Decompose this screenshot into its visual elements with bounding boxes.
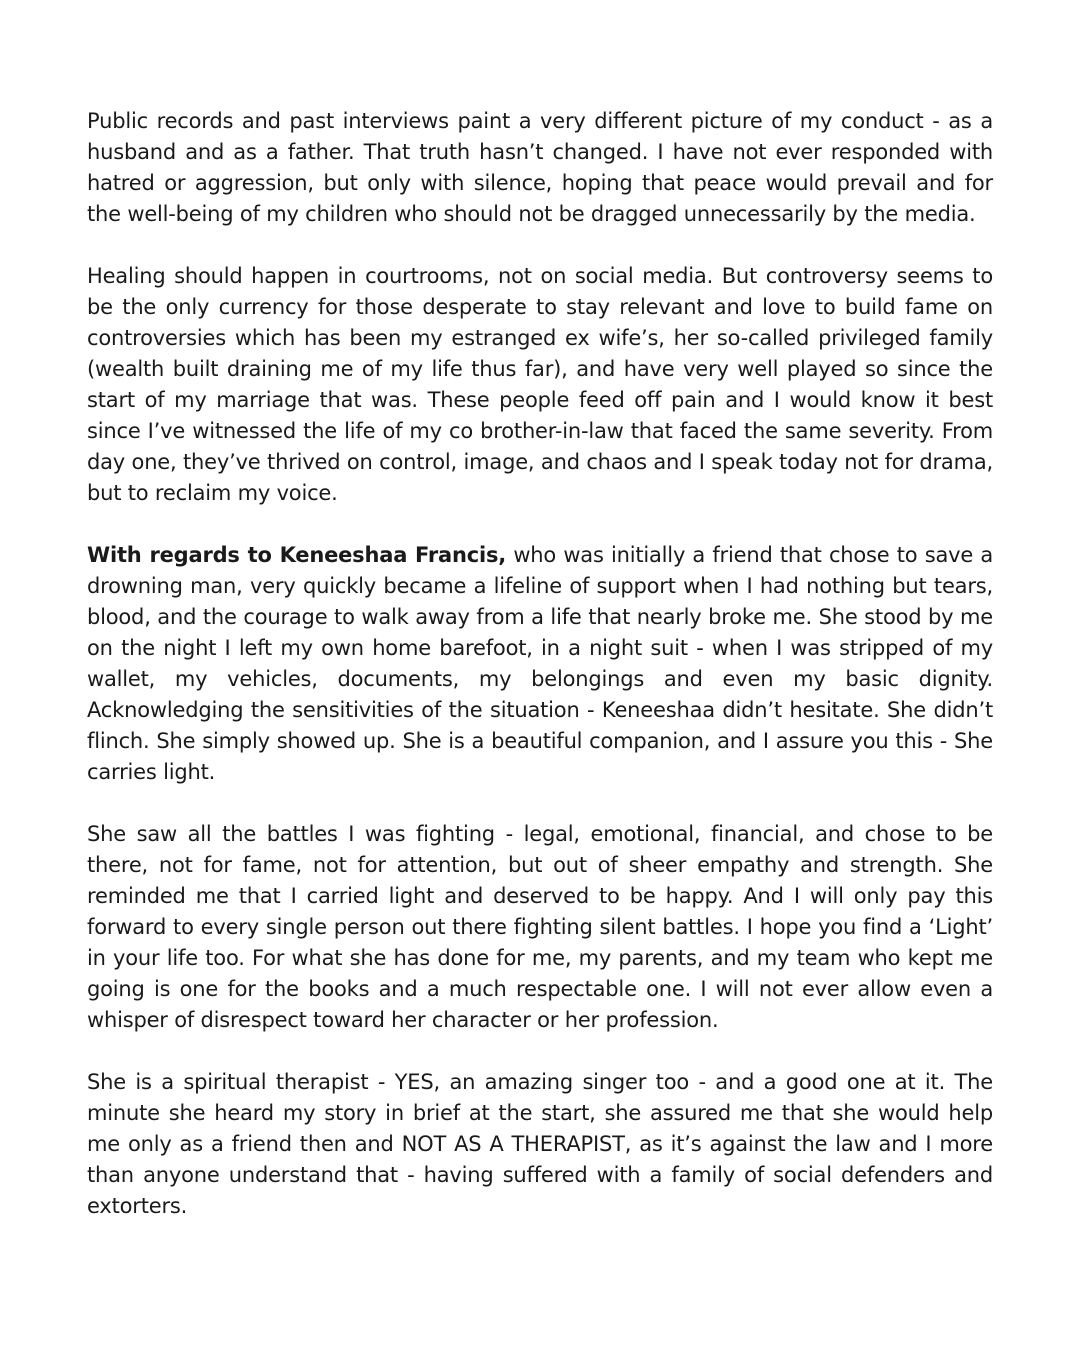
paragraph-spiritual-therapist	[87, 1067, 993, 1222]
paragraph-battles	[87, 819, 993, 1036]
statement-body	[87, 106, 993, 1222]
paragraph-text: Healing should happen in courtrooms, not on social media. But controversy seems to be the only currency for those desperate to stay relevant and love to build fame on controversies which has been my estranged ex wife’s, her so-called privileged family (wealth built draining me of my life thus far), and have very well played so since the start of my marriage that was. These people feed off pain and I would know it best since I’ve witnessed the life of my co brother-in-law that faced the same severity. From day one, they’ve thrived on control, image, and chaos and I speak today not for drama, but to reclaim my voice.	[87, 264, 993, 505]
paragraph-text: She saw all the battles I was fighting - legal, emotional, financial, and chose to be there, not for fame, not for attention, but out of sheer empathy and strength. She reminded me that I carried light and deserved to be happy. And I will only pay this forward to every single person out there fighting silent battles. I hope you find a ‘Light’ in your life too. For what she has done for me, my parents, and my team who kept me going is one for the books and a much respectable one. I will not ever allow even a whisper of disrespect toward her character or her profession.	[87, 822, 993, 1032]
paragraph-text: She is a spiritual therapist - YES, an amazing singer too - and a good one at it. The minute she heard my story in brief at the start, she assured me that she would help me only as a friend then and NOT AS A THERAPIST, as it’s against the law and I more than anyone understand that - having suffered with a family of social defenders and extorters.	[87, 1070, 993, 1218]
paragraph-text: who was initially a friend that chose to save a drowning man, very quickly became a lifeline of support when I had nothing but tears, blood, and the courage to walk away from a life that nearly broke me. She stood by me on the night I left my own home barefoot, in a night suit - when I was stripped of my wallet, my vehicles, documents, my belongings and even my basic dignity. Acknowledging the sensitivities of the situation - Keneeshaa didn’t hesitate. She didn’t flinch. She simply showed up. She is a beautiful companion, and I assure you this - She carries light.	[87, 543, 993, 784]
paragraph-lead-bold: With regards to Keneeshaa Francis,	[87, 543, 507, 567]
paragraph-healing	[87, 261, 993, 509]
paragraph-keneeshaa	[87, 540, 993, 788]
paragraph-public-records	[87, 106, 993, 230]
paragraph-text: Public records and past interviews paint a very different picture of my conduct - as a husband and as a father. That truth hasn’t changed. I have not ever responded with hatred or aggression, but only with silence, hoping that peace would prevail and for the well-being of my children who should not be dragged unnecessarily by the media.	[87, 109, 993, 226]
